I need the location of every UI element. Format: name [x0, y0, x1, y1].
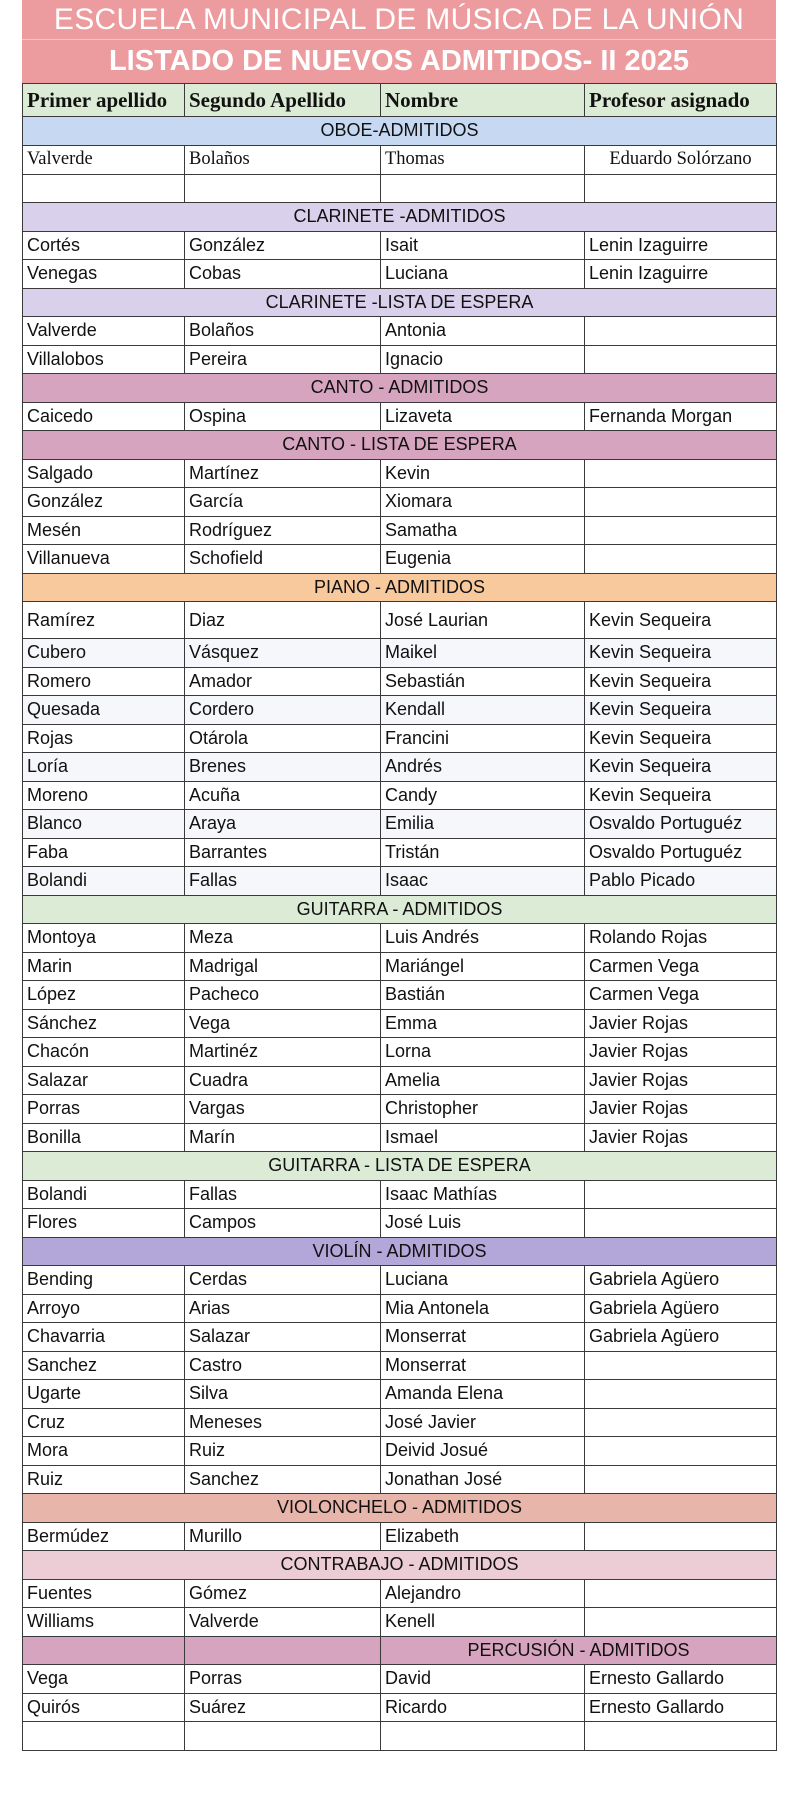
cell-primer-apellido: Romero: [23, 667, 185, 696]
cell-segundo-apellido: Meza: [185, 924, 381, 953]
section-title: CANTO - LISTA DE ESPERA: [23, 431, 777, 460]
section-title: CONTRABAJO - ADMITIDOS: [23, 1551, 777, 1580]
section-header-contrabajo: [23, 1551, 777, 1580]
table-row: [23, 867, 777, 896]
cell-profesor: Ernesto Gallardo: [585, 1665, 777, 1694]
cell-segundo-apellido: Pacheco: [185, 981, 381, 1010]
table-row: [23, 1180, 777, 1209]
section-header-guitarra-esp: [23, 1152, 777, 1181]
cell-primer-apellido: Blanco: [23, 810, 185, 839]
cell-nombre: Monserrat: [381, 1323, 585, 1352]
cell-profesor: [585, 1408, 777, 1437]
cell-nombre: Luciana: [381, 1266, 585, 1295]
cell-nombre: Xiomara: [381, 488, 585, 517]
cell-segundo-apellido: Acuña: [185, 781, 381, 810]
admissions-table: [22, 83, 777, 1751]
header-profesor: Profesor asignado: [585, 84, 777, 117]
cell-primer-apellido: Salgado: [23, 459, 185, 488]
table-row: [23, 260, 777, 289]
cell-segundo-apellido: Martínez: [185, 459, 381, 488]
cell-nombre: Isaac Mathías: [381, 1180, 585, 1209]
cell-segundo-apellido: Arias: [185, 1294, 381, 1323]
cell-primer-apellido: Bermúdez: [23, 1522, 185, 1551]
section-title: CANTO - ADMITIDOS: [23, 374, 777, 403]
cell-segundo-apellido: Vargas: [185, 1095, 381, 1124]
cell-profesor: Javier Rojas: [585, 1009, 777, 1038]
cell-primer-apellido: Quesada: [23, 696, 185, 725]
header-primer-apellido: Primer apellido: [23, 84, 185, 117]
cell-segundo-apellido: Bolaños: [185, 317, 381, 346]
table-row: [23, 1522, 777, 1551]
cell-profesor: Javier Rojas: [585, 1038, 777, 1067]
cell-segundo-apellido: González: [185, 231, 381, 260]
cell-nombre: Samatha: [381, 516, 585, 545]
cell-profesor: Carmen Vega: [585, 952, 777, 981]
cell-profesor: Gabriela Agüero: [585, 1323, 777, 1352]
cell-profesor: [585, 1465, 777, 1494]
table-row: [23, 231, 777, 260]
cell-nombre: Amanda Elena: [381, 1380, 585, 1409]
cell-nombre: José Javier: [381, 1408, 585, 1437]
cell-segundo-apellido: Porras: [185, 1665, 381, 1694]
cell-profesor: Javier Rojas: [585, 1095, 777, 1124]
cell-nombre: Lizaveta: [381, 402, 585, 431]
cell-nombre: Amelia: [381, 1066, 585, 1095]
cell-profesor: Gabriela Agüero: [585, 1294, 777, 1323]
cell-profesor: Lenin Izaguirre: [585, 231, 777, 260]
cell-profesor: Osvaldo Portuguéz: [585, 810, 777, 839]
cell-nombre: José Laurian: [381, 602, 585, 639]
cell-profesor: Eduardo Solórzano: [585, 145, 777, 174]
cell-profesor: [585, 174, 777, 203]
cell-primer-apellido: Cortés: [23, 231, 185, 260]
cell-primer-apellido: Valverde: [23, 317, 185, 346]
cell-profesor: Kevin Sequeira: [585, 696, 777, 725]
table-row: [23, 1066, 777, 1095]
cell-nombre: Monserrat: [381, 1351, 585, 1380]
cell-nombre: Christopher: [381, 1095, 585, 1124]
cell-nombre: Andrés: [381, 753, 585, 782]
cell-primer-apellido: Rojas: [23, 724, 185, 753]
cell-segundo-apellido: Cordero: [185, 696, 381, 725]
table-row: [23, 402, 777, 431]
cell-segundo-apellido: Fallas: [185, 867, 381, 896]
table-row: [23, 1266, 777, 1295]
table-row: [23, 639, 777, 668]
table-row: [23, 1465, 777, 1494]
cell-segundo-apellido: Gómez: [185, 1579, 381, 1608]
cell-nombre: Tristán: [381, 838, 585, 867]
cell-primer-apellido: [23, 174, 185, 203]
cell-profesor: Kevin Sequeira: [585, 639, 777, 668]
cell-segundo-apellido: Amador: [185, 667, 381, 696]
header-segundo-apellido: Segundo Apellido: [185, 84, 381, 117]
table-row: [23, 1209, 777, 1238]
cell-primer-apellido: Fuentes: [23, 1579, 185, 1608]
cell-segundo-apellido: Murillo: [185, 1522, 381, 1551]
cell-nombre: Thomas: [381, 145, 585, 174]
cell-nombre: Mia Antonela: [381, 1294, 585, 1323]
section-header-violonchelo: [23, 1494, 777, 1523]
cell-nombre: Isait: [381, 231, 585, 260]
cell-primer-apellido: Ugarte: [23, 1380, 185, 1409]
cell-segundo-apellido: Brenes: [185, 753, 381, 782]
section-title: CLARINETE -ADMITIDOS: [23, 203, 777, 232]
cell-nombre: Francini: [381, 724, 585, 753]
cell-nombre: Jonathan José: [381, 1465, 585, 1494]
cell-primer-apellido: Mora: [23, 1437, 185, 1466]
cell-nombre: Isaac: [381, 867, 585, 896]
cell-primer-apellido: Quirós: [23, 1693, 185, 1722]
table-row: [23, 545, 777, 574]
section-header-clarinete-esp: [23, 288, 777, 317]
table-row: [23, 838, 777, 867]
section-title: PERCUSIÓN - ADMITIDOS: [381, 1636, 777, 1665]
cell-primer-apellido: Porras: [23, 1095, 185, 1124]
cell-segundo-apellido: [185, 1722, 381, 1751]
cell-profesor: Javier Rojas: [585, 1066, 777, 1095]
cell-nombre: Eugenia: [381, 545, 585, 574]
cell-profesor: Ernesto Gallardo: [585, 1693, 777, 1722]
cell-primer-apellido: Chacón: [23, 1038, 185, 1067]
cell-primer-apellido: Chavarria: [23, 1323, 185, 1352]
cell-profesor: [585, 488, 777, 517]
table-row: [23, 1009, 777, 1038]
cell-nombre: Kenell: [381, 1608, 585, 1637]
cell-profesor: Lenin Izaguirre: [585, 260, 777, 289]
cell-nombre: Lorna: [381, 1038, 585, 1067]
cell-primer-apellido: Ruiz: [23, 1465, 185, 1494]
table-row: [23, 1693, 777, 1722]
cell-primer-apellido: Bonilla: [23, 1123, 185, 1152]
cell-profesor: [585, 1608, 777, 1637]
cell-profesor: [585, 1180, 777, 1209]
cell-profesor: [585, 317, 777, 346]
cell-profesor: [585, 1437, 777, 1466]
table-row: [23, 145, 777, 174]
table-row: [23, 810, 777, 839]
cell-primer-apellido: Flores: [23, 1209, 185, 1238]
cell-primer-apellido: López: [23, 981, 185, 1010]
section-header-clarinete-adm: [23, 203, 777, 232]
table-row: [23, 1123, 777, 1152]
cell-segundo-apellido: Meneses: [185, 1408, 381, 1437]
cell-primer-apellido: Caicedo: [23, 402, 185, 431]
cell-profesor: Fernanda Morgan: [585, 402, 777, 431]
table-row: [23, 924, 777, 953]
cell-nombre: Ismael: [381, 1123, 585, 1152]
table-row: [23, 459, 777, 488]
cell-primer-apellido: Sánchez: [23, 1009, 185, 1038]
table-row: [23, 1665, 777, 1694]
table-row: [23, 174, 777, 203]
section-title: GUITARRA - ADMITIDOS: [23, 895, 777, 924]
section-blank-cell: [185, 1636, 381, 1665]
cell-profesor: [585, 1579, 777, 1608]
section-title: VIOLÍN - ADMITIDOS: [23, 1237, 777, 1266]
cell-nombre: Ricardo: [381, 1693, 585, 1722]
table-row: [23, 1608, 777, 1637]
cell-segundo-apellido: Diaz: [185, 602, 381, 639]
cell-segundo-apellido: Fallas: [185, 1180, 381, 1209]
cell-segundo-apellido: Campos: [185, 1209, 381, 1238]
cell-primer-apellido: Sanchez: [23, 1351, 185, 1380]
cell-segundo-apellido: Rodríguez: [185, 516, 381, 545]
cell-primer-apellido: Villanueva: [23, 545, 185, 574]
cell-segundo-apellido: Suárez: [185, 1693, 381, 1722]
cell-profesor: [585, 459, 777, 488]
cell-profesor: Pablo Picado: [585, 867, 777, 896]
cell-nombre: Bastián: [381, 981, 585, 1010]
cell-segundo-apellido: Sanchez: [185, 1465, 381, 1494]
cell-primer-apellido: Bolandi: [23, 1180, 185, 1209]
cell-nombre: Luis Andrés: [381, 924, 585, 953]
table-row: [23, 1294, 777, 1323]
cell-nombre: [381, 1722, 585, 1751]
cell-primer-apellido: Bending: [23, 1266, 185, 1295]
cell-primer-apellido: Cubero: [23, 639, 185, 668]
cell-primer-apellido: Marin: [23, 952, 185, 981]
table-row: [23, 345, 777, 374]
cell-segundo-apellido: Vega: [185, 1009, 381, 1038]
cell-primer-apellido: Salazar: [23, 1066, 185, 1095]
cell-profesor: Kevin Sequeira: [585, 781, 777, 810]
cell-nombre: José Luis: [381, 1209, 585, 1238]
cell-primer-apellido: González: [23, 488, 185, 517]
section-header-piano: [23, 573, 777, 602]
section-blank-cell: [23, 1636, 185, 1665]
cell-segundo-apellido: Cuadra: [185, 1066, 381, 1095]
section-header-canto-adm: [23, 374, 777, 403]
cell-primer-apellido: Bolandi: [23, 867, 185, 896]
cell-segundo-apellido: Araya: [185, 810, 381, 839]
cell-profesor: [585, 1722, 777, 1751]
cell-nombre: Antonia: [381, 317, 585, 346]
cell-primer-apellido: Villalobos: [23, 345, 185, 374]
cell-profesor: [585, 516, 777, 545]
cell-segundo-apellido: García: [185, 488, 381, 517]
cell-profesor: [585, 545, 777, 574]
cell-nombre: Kendall: [381, 696, 585, 725]
cell-segundo-apellido: Cerdas: [185, 1266, 381, 1295]
table-row: [23, 1408, 777, 1437]
cell-primer-apellido: Venegas: [23, 260, 185, 289]
cell-nombre: Candy: [381, 781, 585, 810]
section-title: CLARINETE -LISTA DE ESPERA: [23, 288, 777, 317]
cell-segundo-apellido: Madrigal: [185, 952, 381, 981]
cell-profesor: [585, 1522, 777, 1551]
section-title: GUITARRA - LISTA DE ESPERA: [23, 1152, 777, 1181]
cell-primer-apellido: Cruz: [23, 1408, 185, 1437]
section-title: VIOLONCHELO - ADMITIDOS: [23, 1494, 777, 1523]
cell-profesor: [585, 345, 777, 374]
table-row: [23, 488, 777, 517]
cell-segundo-apellido: Bolaños: [185, 145, 381, 174]
section-header-percusion: [23, 1636, 777, 1665]
cell-nombre: Sebastián: [381, 667, 585, 696]
table-row: [23, 1722, 777, 1751]
cell-segundo-apellido: Silva: [185, 1380, 381, 1409]
section-header-guitarra-adm: [23, 895, 777, 924]
cell-segundo-apellido: Schofield: [185, 545, 381, 574]
cell-profesor: [585, 1380, 777, 1409]
cell-primer-apellido: Moreno: [23, 781, 185, 810]
table-row: [23, 1095, 777, 1124]
cell-segundo-apellido: [185, 174, 381, 203]
cell-segundo-apellido: Ruiz: [185, 1437, 381, 1466]
table-row: [23, 667, 777, 696]
cell-segundo-apellido: Barrantes: [185, 838, 381, 867]
cell-primer-apellido: Loría: [23, 753, 185, 782]
cell-primer-apellido: Valverde: [23, 145, 185, 174]
table-row: [23, 1038, 777, 1067]
cell-profesor: Gabriela Agüero: [585, 1266, 777, 1295]
cell-nombre: [381, 174, 585, 203]
cell-segundo-apellido: Otárola: [185, 724, 381, 753]
cell-nombre: Deivid Josué: [381, 1437, 585, 1466]
list-subtitle: LISTADO DE NUEVOS ADMITIDOS- II 2025: [22, 39, 776, 83]
cell-primer-apellido: Montoya: [23, 924, 185, 953]
cell-primer-apellido: Faba: [23, 838, 185, 867]
table-row: [23, 1579, 777, 1608]
cell-profesor: Rolando Rojas: [585, 924, 777, 953]
section-header-oboe: [23, 117, 777, 146]
cell-nombre: Kevin: [381, 459, 585, 488]
cell-nombre: Mariángel: [381, 952, 585, 981]
header-row: [23, 84, 777, 117]
school-title: ESCUELA MUNICIPAL DE MÚSICA DE LA UNIÓN: [22, 0, 776, 39]
table-row: [23, 317, 777, 346]
table-row: [23, 1351, 777, 1380]
cell-profesor: Kevin Sequeira: [585, 753, 777, 782]
cell-nombre: Emma: [381, 1009, 585, 1038]
section-title: PIANO - ADMITIDOS: [23, 573, 777, 602]
table-row: [23, 696, 777, 725]
cell-profesor: Carmen Vega: [585, 981, 777, 1010]
cell-primer-apellido: Ramírez: [23, 602, 185, 639]
cell-nombre: David: [381, 1665, 585, 1694]
table-row: [23, 952, 777, 981]
table-row: [23, 1380, 777, 1409]
cell-primer-apellido: Mesén: [23, 516, 185, 545]
table-row: [23, 602, 777, 639]
cell-profesor: [585, 1209, 777, 1238]
cell-nombre: Maikel: [381, 639, 585, 668]
cell-primer-apellido: [23, 1722, 185, 1751]
cell-profesor: Kevin Sequeira: [585, 602, 777, 639]
table-row: [23, 753, 777, 782]
cell-profesor: Kevin Sequeira: [585, 667, 777, 696]
header-nombre: Nombre: [381, 84, 585, 117]
cell-nombre: Elizabeth: [381, 1522, 585, 1551]
cell-segundo-apellido: Cobas: [185, 260, 381, 289]
cell-segundo-apellido: Valverde: [185, 1608, 381, 1637]
cell-segundo-apellido: Martinéz: [185, 1038, 381, 1067]
section-header-violin: [23, 1237, 777, 1266]
section-title: OBOE-ADMITIDOS: [23, 117, 777, 146]
cell-nombre: Luciana: [381, 260, 585, 289]
cell-nombre: Ignacio: [381, 345, 585, 374]
table-row: [23, 1437, 777, 1466]
cell-profesor: Osvaldo Portuguéz: [585, 838, 777, 867]
cell-profesor: Kevin Sequeira: [585, 724, 777, 753]
cell-primer-apellido: Arroyo: [23, 1294, 185, 1323]
cell-profesor: Javier Rojas: [585, 1123, 777, 1152]
cell-segundo-apellido: Castro: [185, 1351, 381, 1380]
cell-nombre: Emilia: [381, 810, 585, 839]
table-row: [23, 1323, 777, 1352]
cell-segundo-apellido: Vásquez: [185, 639, 381, 668]
table-row: [23, 781, 777, 810]
cell-primer-apellido: Williams: [23, 1608, 185, 1637]
cell-nombre: Alejandro: [381, 1579, 585, 1608]
section-header-canto-esp: [23, 431, 777, 460]
cell-primer-apellido: Vega: [23, 1665, 185, 1694]
cell-segundo-apellido: Marín: [185, 1123, 381, 1152]
table-row: [23, 516, 777, 545]
cell-segundo-apellido: Salazar: [185, 1323, 381, 1352]
cell-segundo-apellido: Pereira: [185, 345, 381, 374]
cell-profesor: [585, 1351, 777, 1380]
table-row: [23, 981, 777, 1010]
cell-segundo-apellido: Ospina: [185, 402, 381, 431]
admissions-sheet: [22, 0, 776, 1751]
table-row: [23, 724, 777, 753]
